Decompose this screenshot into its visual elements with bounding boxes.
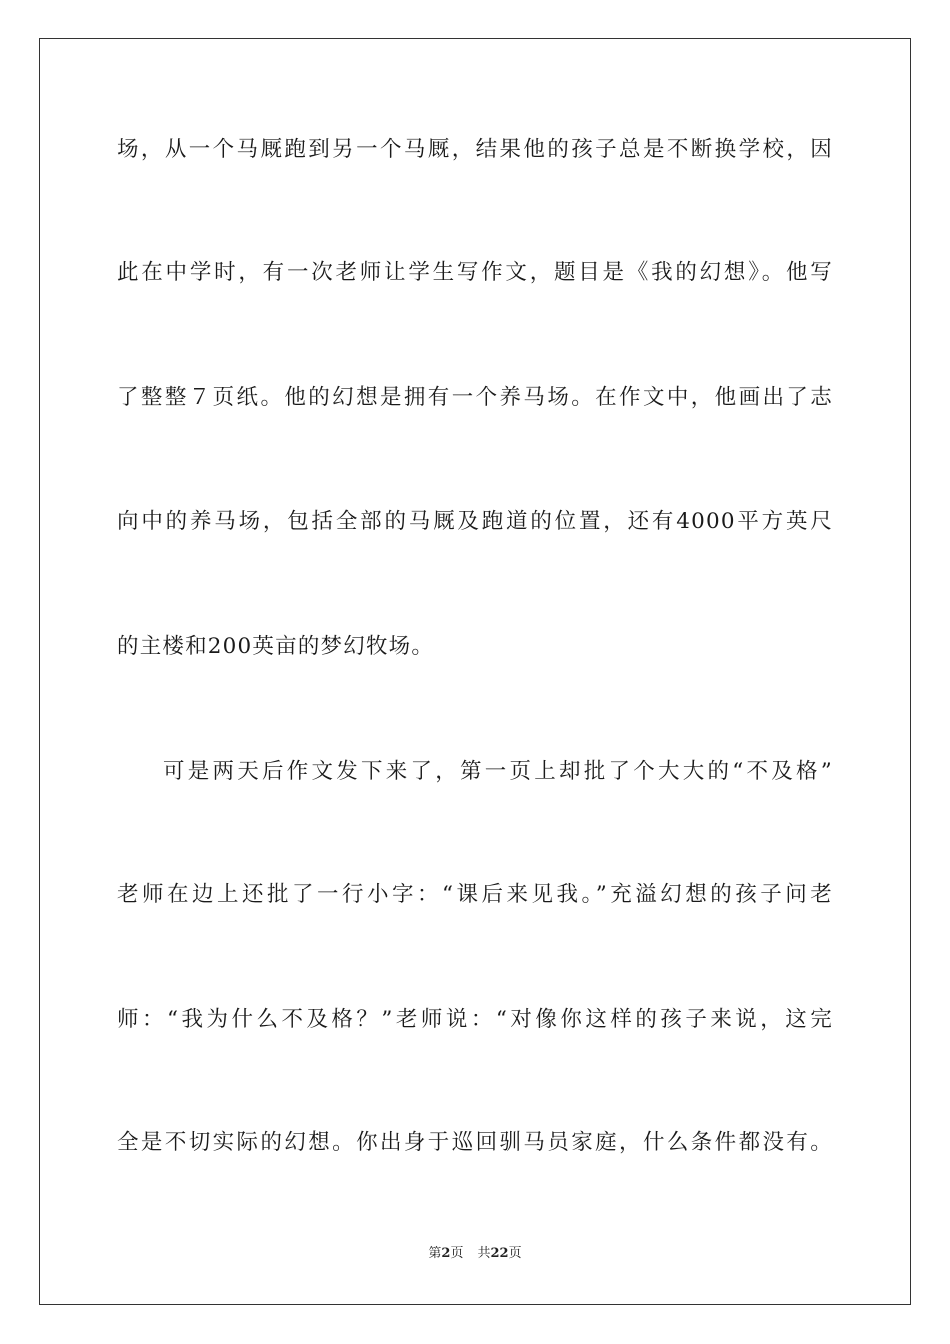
paragraph-line-indented: 可是两天后作文发下来了，第一页上却批了个大大的“不及格” bbox=[163, 759, 833, 784]
paragraph-line: 全是不切实际的幻想。你出身于巡回驯马员家庭，什么条件都没有。 bbox=[117, 1130, 833, 1155]
paragraph-line: 的主楼和200英亩的梦幻牧场。 bbox=[117, 634, 435, 659]
paragraph-line: 此在中学时，有一次老师让学生写作文，题目是《我的幻想》。他写 bbox=[117, 260, 833, 285]
page-number: 2 bbox=[441, 1246, 451, 1261]
total-prefix: 共 bbox=[477, 1246, 491, 1261]
page-border bbox=[39, 38, 911, 1305]
paragraph-line: 向中的养马场，包括全部的马厩及跑道的位置，还有4000平方英尺 bbox=[117, 509, 833, 534]
paragraph-line: 了整整７页纸。他的幻想是拥有一个养马场。在作文中，他画出了志 bbox=[117, 385, 833, 410]
paragraph-line: 老师在边上还批了一行小字：“课后来见我。”充溢幻想的孩子问老 bbox=[117, 882, 833, 907]
paragraph-line: 师：“我为什么不及格？”老师说：“对像你这样的孩子来说，这完 bbox=[117, 1007, 833, 1032]
page-prefix: 第 bbox=[428, 1246, 442, 1261]
page-footer bbox=[0, 1245, 950, 1263]
total-suffix: 页 bbox=[508, 1246, 522, 1261]
total-pages: 22 bbox=[490, 1246, 509, 1261]
page-suffix: 页 bbox=[450, 1246, 464, 1261]
paragraph-line: 场，从一个马厩跑到另一个马厩，结果他的孩子总是不断换学校，因 bbox=[117, 137, 833, 162]
